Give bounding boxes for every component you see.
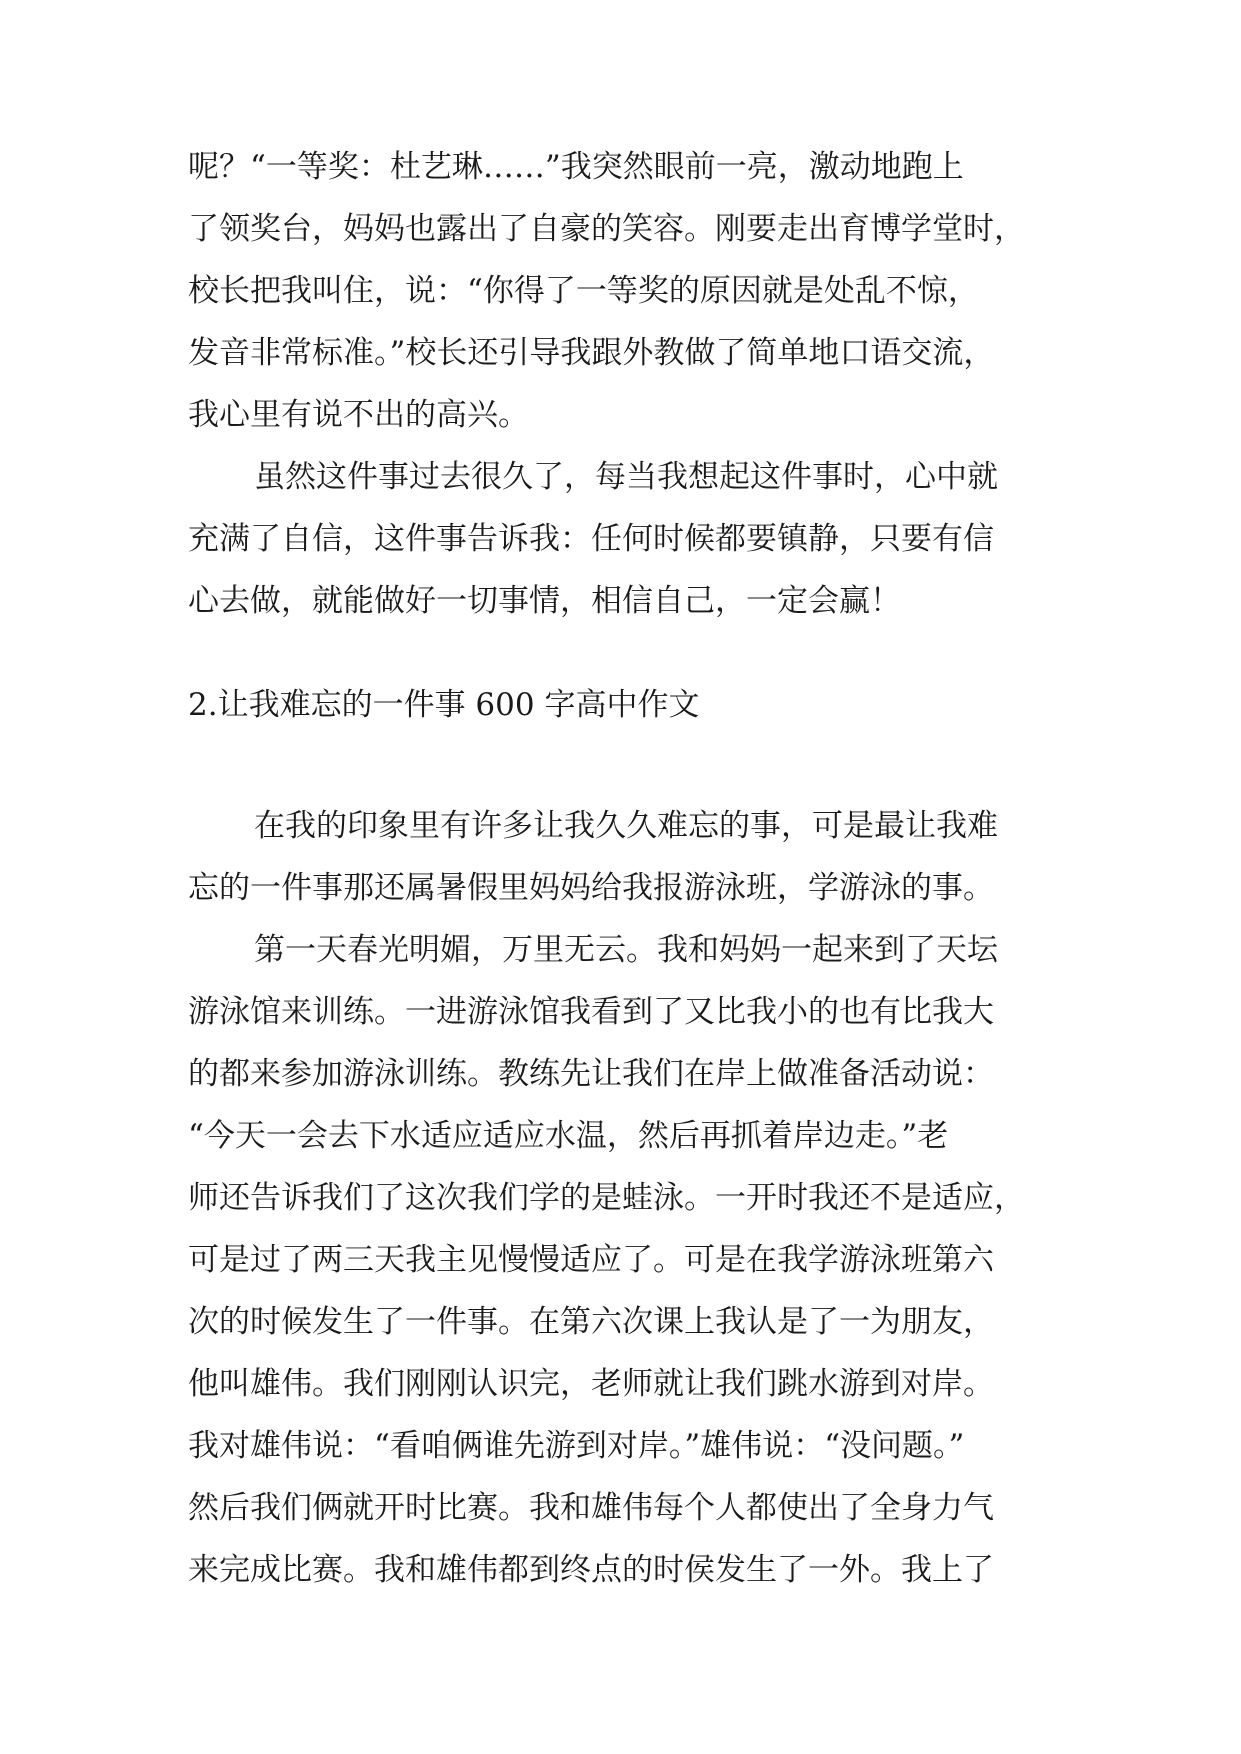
text-line	[0, 1106, 1241, 1166]
paragraph-line: 可是过了两三天我主见慢慢适应了。可是在我学游泳班第六	[188, 1242, 994, 1278]
text-line	[0, 1416, 1241, 1476]
essay-heading: 2.让我难忘的一件事 600 字高中作文	[188, 687, 700, 723]
paragraph-line: 第一天春光明媚，万里无云。我和妈妈一起来到了天坛	[254, 932, 998, 968]
text-line	[0, 571, 1241, 631]
text-line	[0, 509, 1241, 569]
paragraph-line: 虽然这件事过去很久了，每当我想起这件事时，心中就	[254, 459, 998, 495]
paragraph-line: 忘的一件事那还属暑假里妈妈给我报游泳班，学游泳的事。	[188, 870, 994, 906]
text-line	[0, 261, 1241, 321]
text-line	[0, 1478, 1241, 1538]
text-line	[0, 385, 1241, 445]
paragraph-line: 了领奖台，妈妈也露出了自豪的笑容。刚要走出育博学堂时，	[188, 211, 1025, 247]
paragraph-line: 呢？“一等奖：杜艺琳……”我突然眼前一亮，激动地跑上	[188, 149, 964, 185]
paragraph-line: “今天一会去下水适应适应水温，然后再抓着岸边走。”老	[188, 1118, 949, 1154]
paragraph-line: 次的时候发生了一件事。在第六次课上我认是了一为朋友，	[188, 1304, 994, 1340]
paragraph-line: 我对雄伟说：“看咱俩谁先游到对岸。”雄伟说：“没问题。”	[188, 1428, 965, 1464]
essay-heading-line	[0, 675, 1241, 735]
text-line	[0, 1044, 1241, 1104]
text-line	[0, 796, 1241, 856]
paragraph-line: 在我的印象里有许多让我久久难忘的事，可是最让我难	[254, 808, 998, 844]
paragraph-line: 然后我们俩就开时比赛。我和雄伟每个人都使出了全身力气	[188, 1490, 994, 1526]
text-line	[0, 920, 1241, 980]
text-line	[0, 323, 1241, 383]
text-line	[0, 137, 1241, 197]
paragraph-line: 的都来参加游泳训练。教练先让我们在岸上做准备活动说：	[188, 1056, 994, 1092]
paragraph-line: 我心里有说不出的高兴。	[188, 397, 529, 433]
paragraph-line: 来完成比赛。我和雄伟都到终点的时侯发生了一外。我上了	[188, 1552, 994, 1588]
paragraph-line: 他叫雄伟。我们刚刚认识完，老师就让我们跳水游到对岸。	[188, 1366, 994, 1402]
paragraph-line: 充满了自信，这件事告诉我：任何时候都要镇静，只要有信	[188, 521, 994, 557]
paragraph-line: 师还告诉我们了这次我们学的是蛙泳。一开时我还不是适应，	[188, 1180, 1025, 1216]
text-line	[0, 1354, 1241, 1414]
paragraph-line: 游泳馆来训练。一进游泳馆我看到了又比我小的也有比我大	[188, 994, 994, 1030]
text-line	[0, 1540, 1241, 1600]
text-line	[0, 1168, 1241, 1228]
text-line	[0, 447, 1241, 507]
text-line	[0, 858, 1241, 918]
text-line	[0, 199, 1241, 259]
paragraph-line: 校长把我叫住，说：“你得了一等奖的原因就是处乱不惊，	[188, 273, 979, 309]
paragraph-line: 心去做，就能做好一切事情，相信自己，一定会赢！	[188, 583, 901, 619]
text-line	[0, 982, 1241, 1042]
paragraph-line: 发音非常标准。”校长还引导我跟外教做了简单地口语交流，	[188, 335, 995, 371]
text-line	[0, 1292, 1241, 1352]
text-line	[0, 1230, 1241, 1290]
